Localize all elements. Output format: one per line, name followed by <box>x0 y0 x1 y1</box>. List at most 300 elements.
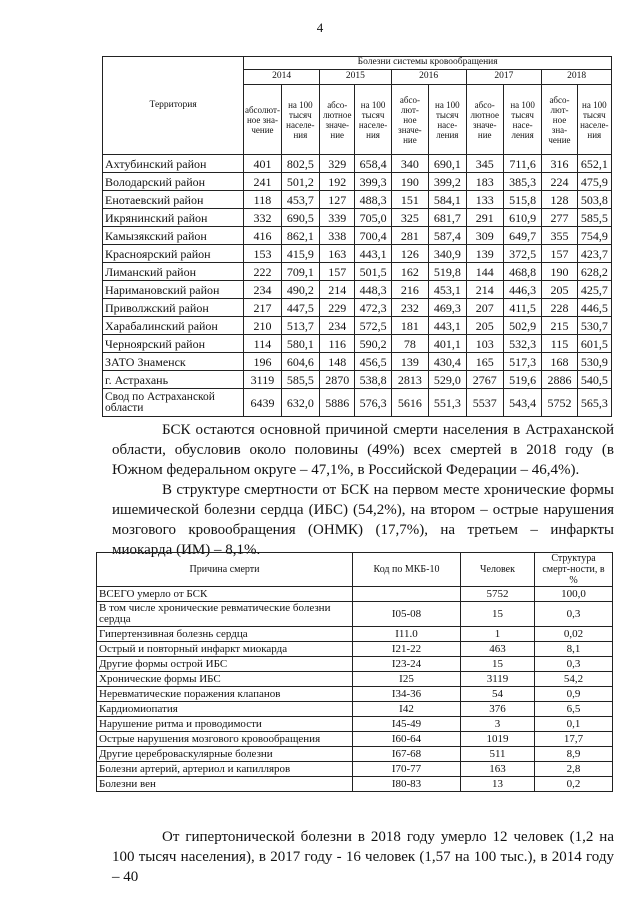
subheader-line: абсо- <box>399 94 420 105</box>
cause-cell: Кардиомиопатия <box>97 702 353 717</box>
per-100k-header <box>355 85 391 155</box>
absolute-value-cell: 207 <box>466 299 503 317</box>
subheader-line: чение <box>251 124 274 135</box>
absolute-value-cell: 5752 <box>542 389 577 417</box>
absolute-value-cell: 355 <box>542 227 577 245</box>
subheader-line: значе- <box>472 119 497 130</box>
rate-per-100k-cell: 488,3 <box>355 191 391 209</box>
territory-name: Володарский район <box>103 173 244 191</box>
structure-percent-cell: 100,0 <box>535 587 613 602</box>
subheader-line: населе- <box>286 119 315 130</box>
structure-percent-cell: 54,2 <box>535 672 613 687</box>
absolute-value-cell: 190 <box>391 173 428 191</box>
absolute-value-cell: 401 <box>244 155 281 173</box>
subheader-line: тысяч <box>583 109 606 120</box>
subheader-line: абсолют- <box>244 104 280 115</box>
cause-cell: Острый и повторный инфаркт миокарда <box>97 642 353 657</box>
absolute-value-cell: 228 <box>542 299 577 317</box>
absolute-value-cell: 157 <box>320 263 355 281</box>
structure-percent-cell: 0,2 <box>535 777 613 792</box>
rate-per-100k-cell: 399,2 <box>429 173 466 191</box>
absolute-value-cell: 5537 <box>466 389 503 417</box>
territory-name: Икрянинский район <box>103 209 244 227</box>
rate-per-100k-cell: 503,8 <box>577 191 611 209</box>
territory-name: г. Астрахань <box>103 371 244 389</box>
subheader-line: абсо- <box>327 99 348 110</box>
cause-row <box>97 732 613 747</box>
territory-name: Енотаевский район <box>103 191 244 209</box>
icd-code-cell: I21-22 <box>353 642 461 657</box>
cause-row <box>97 627 613 642</box>
rate-per-100k-cell: 502,9 <box>503 317 541 335</box>
subheader-line: ние <box>330 129 345 140</box>
absolute-value-cell: 210 <box>244 317 281 335</box>
subheader-line: ления <box>436 129 459 140</box>
people-header: Человек <box>461 553 535 587</box>
rate-per-100k-cell: 501,5 <box>355 263 391 281</box>
rate-per-100k-cell: 423,7 <box>577 245 611 263</box>
cause-cell: Острые нарушения мозгового кровообращения <box>97 732 353 747</box>
absolute-value-cell: 163 <box>320 245 355 263</box>
people-count-cell: 1 <box>461 627 535 642</box>
rate-per-100k-cell: 475,9 <box>577 173 611 191</box>
absolute-value-cell: 118 <box>244 191 281 209</box>
absolute-value-cell: 192 <box>320 173 355 191</box>
absolute-value-cell: 5886 <box>320 389 355 417</box>
absolute-value-cell: 144 <box>466 263 503 281</box>
absolute-value-cell: 416 <box>244 227 281 245</box>
subheader-line: тысяч <box>361 109 385 120</box>
rate-per-100k-cell: 711,6 <box>503 155 541 173</box>
per-100k-header <box>577 85 611 155</box>
page-number: 4 <box>316 20 324 35</box>
rate-per-100k-cell: 652,1 <box>577 155 611 173</box>
rate-per-100k-cell: 472,3 <box>355 299 391 317</box>
rate-per-100k-cell: 446,3 <box>503 281 541 299</box>
cause-cell: Другие цереброваскулярные болезни <box>97 747 353 762</box>
territory-row <box>103 281 612 299</box>
rate-per-100k-cell: 530,7 <box>577 317 611 335</box>
paragraph-hypertension: От гипертонической болезни в 2018 году умерло 12 человек (1,2 на 100 тысяч населения), в 2017 году - 16 человек (1,57 на 100 тыс.), в 2014 году – 40 <box>112 829 614 885</box>
death-causes-table <box>96 552 613 792</box>
subheader-line: населе- <box>358 119 388 130</box>
cause-cell: Хронические формы ИБС <box>97 672 353 687</box>
rate-per-100k-cell: 517,3 <box>503 353 541 371</box>
absolute-value-cell: 281 <box>391 227 428 245</box>
rate-per-100k-cell: 385,3 <box>503 173 541 191</box>
rate-per-100k-cell: 601,5 <box>577 335 611 353</box>
subheader-line: абсо- <box>549 94 570 105</box>
subheader-line: ния <box>366 129 380 140</box>
absolute-value-cell: 165 <box>466 353 503 371</box>
icd-code-cell: I67-68 <box>353 747 461 762</box>
absolute-value-cell: 5616 <box>391 389 428 417</box>
circulatory-disease-table <box>102 56 612 417</box>
rate-per-100k-cell: 469,3 <box>429 299 466 317</box>
absolute-value-cell: 103 <box>466 335 503 353</box>
rate-per-100k-cell: 430,4 <box>429 353 466 371</box>
absolute-value-cell: 332 <box>244 209 281 227</box>
cause-cell: Нарушение ритма и проводимости <box>97 717 353 732</box>
absolute-value-cell: 2886 <box>542 371 577 389</box>
icd-code-cell: I42 <box>353 702 461 717</box>
rate-per-100k-cell: 587,4 <box>429 227 466 245</box>
cause-row <box>97 587 613 602</box>
cause-cell: В том числе хронические ревматические болезни сердца <box>97 602 353 627</box>
absolute-value-cell: 205 <box>542 281 577 299</box>
rate-per-100k-cell: 519,8 <box>429 263 466 281</box>
cause-row <box>97 602 613 627</box>
rate-per-100k-cell: 340,9 <box>429 245 466 263</box>
rate-per-100k-cell: 576,3 <box>355 389 391 417</box>
icd-code-cell: I05-08 <box>353 602 461 627</box>
structure-percent-cell: 17,7 <box>535 732 613 747</box>
subheader-line: лютное <box>470 109 499 120</box>
subheader-line: лют- <box>400 104 419 115</box>
rate-per-100k-cell: 690,1 <box>429 155 466 173</box>
cause-row <box>97 762 613 777</box>
absolute-value-cell: 217 <box>244 299 281 317</box>
subheader-line: ния <box>293 129 308 140</box>
territory-row <box>103 191 612 209</box>
subheader-line: на 100 <box>435 99 460 110</box>
per-100k-header <box>429 85 466 155</box>
absolute-value-cell: 116 <box>320 335 355 353</box>
subheader-line: на 100 <box>510 99 535 110</box>
absolute-value-cell: 309 <box>466 227 503 245</box>
territory-name: Красноярский район <box>103 245 244 263</box>
subheader-line: ние <box>477 129 492 140</box>
rate-per-100k-cell: 401,1 <box>429 335 466 353</box>
code-header: Код по МКБ-10 <box>353 553 461 587</box>
people-count-cell: 376 <box>461 702 535 717</box>
territory-name: Ахтубинский район <box>103 155 244 173</box>
absolute-value-cell: 139 <box>391 353 428 371</box>
cause-cell: Болезни вен <box>97 777 353 792</box>
paragraph-death-structure: В структуре смертности от БСК на первом месте хронические формы ишемической болезни сердца (ИБС) (54,2%), на втором – острые нарушения мозгового кровообращения (ОНМК) (17,7%), на третьем – инфаркты миокарда (ИМ) – 8,1%. <box>112 482 614 558</box>
absolute-value-cell: 148 <box>320 353 355 371</box>
people-count-cell: 511 <box>461 747 535 762</box>
cause-row <box>97 717 613 732</box>
rate-per-100k-cell: 584,1 <box>429 191 466 209</box>
cause-row <box>97 747 613 762</box>
people-count-cell: 54 <box>461 687 535 702</box>
territory-header: Территория <box>103 57 244 155</box>
subheader-line: тысяч <box>436 109 459 120</box>
icd-code-cell: I70-77 <box>353 762 461 777</box>
rate-per-100k-cell: 529,0 <box>429 371 466 389</box>
rate-per-100k-cell: 443,1 <box>429 317 466 335</box>
rate-per-100k-cell: 572,5 <box>355 317 391 335</box>
territory-row <box>103 389 612 417</box>
absolute-value-cell: 232 <box>391 299 428 317</box>
people-count-cell: 13 <box>461 777 535 792</box>
icd-code-cell: I11.0 <box>353 627 461 642</box>
subheader-line: лютное <box>323 109 352 120</box>
rate-per-100k-cell: 632,0 <box>281 389 319 417</box>
rate-per-100k-cell: 399,3 <box>355 173 391 191</box>
absolute-value-cell: 153 <box>244 245 281 263</box>
absolute-value-cell: 196 <box>244 353 281 371</box>
people-count-cell: 5752 <box>461 587 535 602</box>
rate-per-100k-cell: 862,1 <box>281 227 319 245</box>
absolute-value-cell: 329 <box>320 155 355 173</box>
subheader-line: ное <box>403 114 417 125</box>
absolute-value-cell: 277 <box>542 209 577 227</box>
rate-per-100k-cell: 372,5 <box>503 245 541 263</box>
structure-percent-cell: 8,9 <box>535 747 613 762</box>
year-header: 2018 <box>542 70 612 85</box>
people-count-cell: 163 <box>461 762 535 777</box>
subheader-line: значе- <box>398 124 422 135</box>
icd-code-cell: I80-83 <box>353 777 461 792</box>
cause-header: Причина смерти <box>97 553 353 587</box>
per-100k-header <box>281 85 319 155</box>
cause-row <box>97 672 613 687</box>
territory-name: Харабалинский район <box>103 317 244 335</box>
rate-per-100k-cell: 411,5 <box>503 299 541 317</box>
absolute-value-cell: 115 <box>542 335 577 353</box>
cause-row <box>97 777 613 792</box>
structure-percent-cell: 6,5 <box>535 702 613 717</box>
territory-name: Наримановский район <box>103 281 244 299</box>
absolute-value-cell: 133 <box>466 191 503 209</box>
rate-per-100k-cell: 551,3 <box>429 389 466 417</box>
territory-row <box>103 263 612 281</box>
icd-code-cell: I60-64 <box>353 732 461 747</box>
subheader-line: на 100 <box>288 99 313 110</box>
rate-per-100k-cell: 490,2 <box>281 281 319 299</box>
rate-per-100k-cell: 425,7 <box>577 281 611 299</box>
structure-percent-cell: 0,3 <box>535 602 613 627</box>
rate-per-100k-cell: 468,8 <box>503 263 541 281</box>
territory-row <box>103 335 612 353</box>
absolute-value-cell: 215 <box>542 317 577 335</box>
people-count-cell: 3 <box>461 717 535 732</box>
rate-per-100k-cell: 453,1 <box>429 281 466 299</box>
territory-name: Приволжский район <box>103 299 244 317</box>
rate-per-100k-cell: 580,1 <box>281 335 319 353</box>
structure-percent-cell: 0,9 <box>535 687 613 702</box>
absolute-value-cell: 128 <box>542 191 577 209</box>
cause-cell: ВСЕГО умерло от БСК <box>97 587 353 602</box>
absolute-value-cell: 325 <box>391 209 428 227</box>
rate-per-100k-cell: 501,2 <box>281 173 319 191</box>
territory-row <box>103 353 612 371</box>
absolute-value-cell: 291 <box>466 209 503 227</box>
absolute-value-cell: 316 <box>542 155 577 173</box>
rate-per-100k-cell: 530,9 <box>577 353 611 371</box>
subheader-line: лют- <box>550 104 569 115</box>
year-header: 2015 <box>320 70 392 85</box>
table-title: Болезни системы кровообращения <box>244 57 612 70</box>
absolute-value-header <box>391 85 428 155</box>
rate-per-100k-cell: 754,9 <box>577 227 611 245</box>
absolute-value-cell: 340 <box>391 155 428 173</box>
territory-row <box>103 245 612 263</box>
territory-row <box>103 317 612 335</box>
absolute-value-cell: 183 <box>466 173 503 191</box>
cause-cell: Неревматические поражения клапанов <box>97 687 353 702</box>
subheader-line: ния <box>587 129 602 140</box>
cause-row <box>97 657 613 672</box>
territory-row <box>103 209 612 227</box>
absolute-value-cell: 181 <box>391 317 428 335</box>
territory-name: Лиманский район <box>103 263 244 281</box>
rate-per-100k-cell: 415,9 <box>281 245 319 263</box>
paragraph-bsk-share: БСК остаются основной причиной смерти населения в Астраханской области, обусловив около половины (49%) всех смертей в 2018 году (в Южном федеральном округе – 47,1%, в Российской Федерации – 46,4%). <box>112 422 614 478</box>
absolute-value-cell: 345 <box>466 155 503 173</box>
territory-name: Черноярский район <box>103 335 244 353</box>
cause-row <box>97 642 613 657</box>
subheader-line: ние <box>403 134 417 145</box>
icd-code-cell: I34-36 <box>353 687 461 702</box>
year-header: 2017 <box>466 70 542 85</box>
rate-per-100k-cell: 513,7 <box>281 317 319 335</box>
territory-row <box>103 155 612 173</box>
absolute-value-cell: 3119 <box>244 371 281 389</box>
people-count-cell: 463 <box>461 642 535 657</box>
absolute-value-header <box>542 85 577 155</box>
absolute-value-cell: 190 <box>542 263 577 281</box>
absolute-value-cell: 126 <box>391 245 428 263</box>
subheader-line: населе- <box>580 119 609 130</box>
icd-code-cell <box>353 587 461 602</box>
subheader-line: чение <box>548 134 571 145</box>
absolute-value-cell: 214 <box>466 281 503 299</box>
structure-percent-cell: 0,1 <box>535 717 613 732</box>
subheader-line: ное зна- <box>246 114 278 125</box>
rate-per-100k-cell: 690,5 <box>281 209 319 227</box>
territory-name: Камызякский район <box>103 227 244 245</box>
subheader-line: насе- <box>437 119 458 130</box>
rate-per-100k-cell: 448,3 <box>355 281 391 299</box>
territory-name: ЗАТО Знаменск <box>103 353 244 371</box>
absolute-value-cell: 127 <box>320 191 355 209</box>
rate-per-100k-cell: 543,4 <box>503 389 541 417</box>
icd-code-cell: I45-49 <box>353 717 461 732</box>
territory-row <box>103 227 612 245</box>
subheader-line: насе- <box>512 119 533 130</box>
rate-per-100k-cell: 709,1 <box>281 263 319 281</box>
territory-row <box>103 371 612 389</box>
cause-row <box>97 687 613 702</box>
rate-per-100k-cell: 532,3 <box>503 335 541 353</box>
subheader-line: на 100 <box>582 99 607 110</box>
absolute-value-cell: 229 <box>320 299 355 317</box>
rate-per-100k-cell: 538,8 <box>355 371 391 389</box>
absolute-value-cell: 2767 <box>466 371 503 389</box>
per-100k-header <box>503 85 541 155</box>
rate-per-100k-cell: 453,7 <box>281 191 319 209</box>
year-header: 2014 <box>244 70 320 85</box>
absolute-value-cell: 78 <box>391 335 428 353</box>
rate-per-100k-cell: 456,5 <box>355 353 391 371</box>
absolute-value-cell: 168 <box>542 353 577 371</box>
absolute-value-header <box>466 85 503 155</box>
rate-per-100k-cell: 628,2 <box>577 263 611 281</box>
absolute-value-cell: 157 <box>542 245 577 263</box>
structure-header: Структура смерт-ности, в % <box>535 553 613 587</box>
people-count-cell: 15 <box>461 657 535 672</box>
people-count-cell: 1019 <box>461 732 535 747</box>
year-header: 2016 <box>391 70 466 85</box>
absolute-value-cell: 339 <box>320 209 355 227</box>
cause-cell: Болезни артерий, артериол и капилляров <box>97 762 353 777</box>
rate-per-100k-cell: 519,6 <box>503 371 541 389</box>
icd-code-cell: I25 <box>353 672 461 687</box>
structure-percent-cell: 0,3 <box>535 657 613 672</box>
subheader-line: тысяч <box>511 109 534 120</box>
absolute-value-header <box>244 85 281 155</box>
rate-per-100k-cell: 681,7 <box>429 209 466 227</box>
absolute-value-cell: 234 <box>320 317 355 335</box>
rate-per-100k-cell: 443,1 <box>355 245 391 263</box>
absolute-value-cell: 114 <box>244 335 281 353</box>
absolute-value-cell: 2813 <box>391 371 428 389</box>
subheader-line: на 100 <box>360 99 386 110</box>
absolute-value-cell: 222 <box>244 263 281 281</box>
rate-per-100k-cell: 590,2 <box>355 335 391 353</box>
subheader-line: ления <box>511 129 534 140</box>
structure-percent-cell: 2,8 <box>535 762 613 777</box>
rate-per-100k-cell: 585,5 <box>577 209 611 227</box>
rate-per-100k-cell: 802,5 <box>281 155 319 173</box>
rate-per-100k-cell: 604,6 <box>281 353 319 371</box>
rate-per-100k-cell: 515,8 <box>503 191 541 209</box>
territory-row <box>103 299 612 317</box>
absolute-value-cell: 139 <box>466 245 503 263</box>
absolute-value-cell: 338 <box>320 227 355 245</box>
icd-code-cell: I23-24 <box>353 657 461 672</box>
absolute-value-cell: 224 <box>542 173 577 191</box>
absolute-value-header <box>320 85 355 155</box>
absolute-value-cell: 234 <box>244 281 281 299</box>
rate-per-100k-cell: 585,5 <box>281 371 319 389</box>
structure-percent-cell: 8,1 <box>535 642 613 657</box>
people-count-cell: 15 <box>461 602 535 627</box>
subheader-line: абсо- <box>474 99 495 110</box>
cause-cell: Гипертензивная болезнь сердца <box>97 627 353 642</box>
rate-per-100k-cell: 658,4 <box>355 155 391 173</box>
rate-per-100k-cell: 446,5 <box>577 299 611 317</box>
subheader-line: зна- <box>551 124 568 135</box>
rate-per-100k-cell: 610,9 <box>503 209 541 227</box>
subheader-line: тысяч <box>289 109 312 120</box>
territory-row <box>103 173 612 191</box>
absolute-value-cell: 162 <box>391 263 428 281</box>
absolute-value-cell: 216 <box>391 281 428 299</box>
absolute-value-cell: 2870 <box>320 371 355 389</box>
absolute-value-cell: 241 <box>244 173 281 191</box>
subheader-line: значе- <box>325 119 349 130</box>
subheader-line: ное <box>552 114 567 125</box>
rate-per-100k-cell: 565,3 <box>577 389 611 417</box>
rate-per-100k-cell: 447,5 <box>281 299 319 317</box>
people-count-cell: 3119 <box>461 672 535 687</box>
absolute-value-cell: 214 <box>320 281 355 299</box>
absolute-value-cell: 205 <box>466 317 503 335</box>
territory-name: Свод по Астраханской области <box>103 389 244 417</box>
cause-cell: Другие формы острой ИБС <box>97 657 353 672</box>
absolute-value-cell: 151 <box>391 191 428 209</box>
rate-per-100k-cell: 649,7 <box>503 227 541 245</box>
structure-percent-cell: 0,02 <box>535 627 613 642</box>
rate-per-100k-cell: 540,5 <box>577 371 611 389</box>
cause-row <box>97 702 613 717</box>
absolute-value-cell: 6439 <box>244 389 281 417</box>
rate-per-100k-cell: 705,0 <box>355 209 391 227</box>
